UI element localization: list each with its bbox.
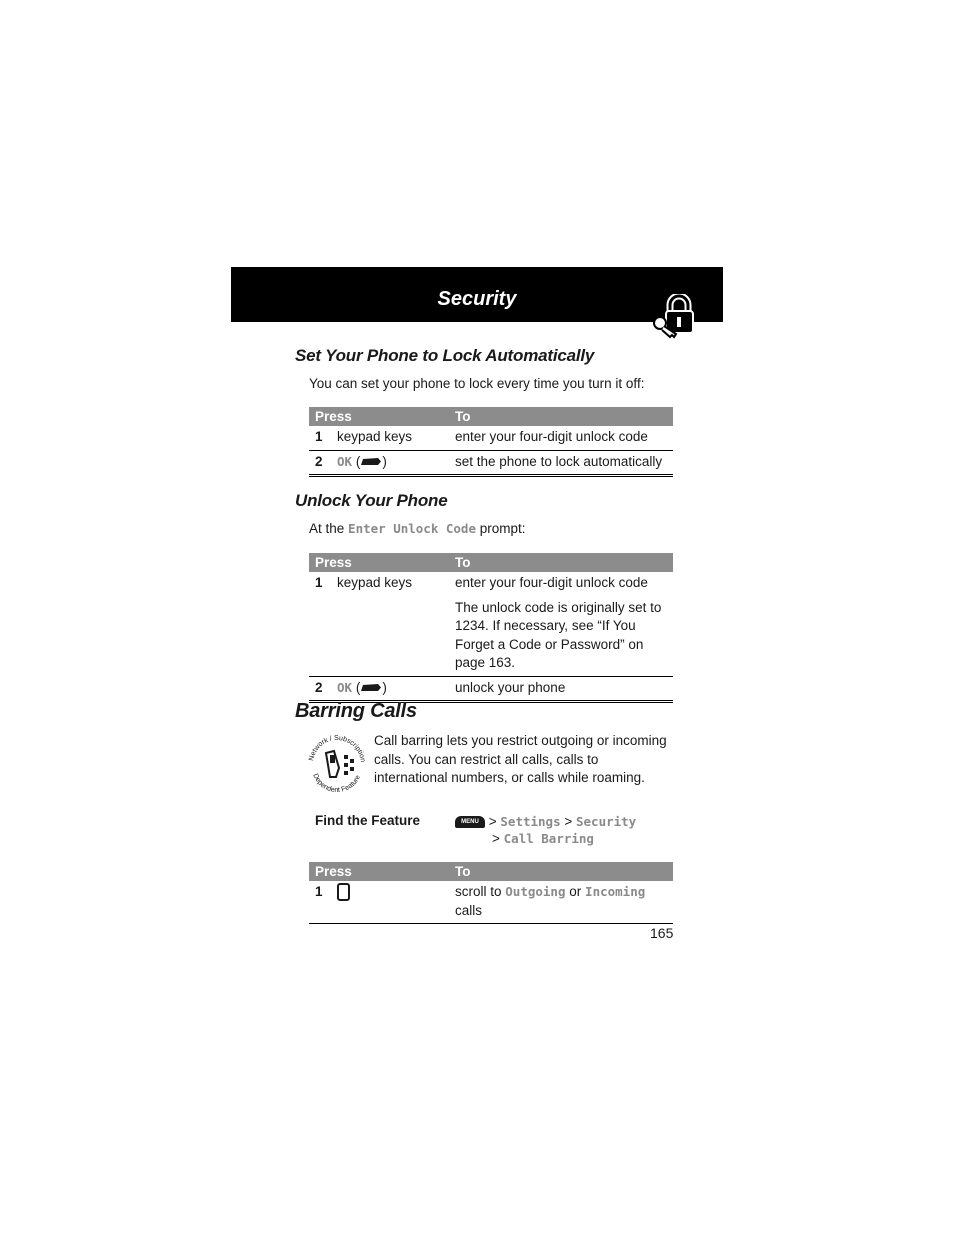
find-feature-label: Find the Feature bbox=[315, 813, 421, 828]
action-text: or bbox=[569, 884, 582, 899]
menu-option: Outgoing bbox=[505, 884, 566, 899]
padlock-key-icon bbox=[652, 294, 698, 340]
menu-key-icon: MENU bbox=[455, 816, 485, 828]
section-intro: Call barring lets you restrict outgoing or incoming calls. You can restrict all calls, calls to international numbers, or calls while roaming. bbox=[374, 733, 667, 785]
page-number: 165 bbox=[650, 925, 674, 941]
step-press: OK ( ) bbox=[337, 450, 455, 476]
step-number: 2 bbox=[309, 676, 337, 702]
action-text: scroll to bbox=[455, 884, 502, 899]
menu-option: Incoming bbox=[585, 884, 646, 899]
badge-top-text: Network / Subscription bbox=[308, 734, 366, 763]
column-header-to: To bbox=[455, 407, 673, 426]
step-action: set the phone to lock automatically bbox=[455, 450, 673, 476]
column-header-press: Press bbox=[309, 407, 455, 426]
chapter-title: Security bbox=[437, 288, 517, 310]
step-number: 2 bbox=[309, 450, 337, 476]
step-number: 1 bbox=[309, 426, 337, 450]
right-soft-key-icon bbox=[360, 683, 382, 692]
right-soft-key-icon bbox=[360, 457, 382, 466]
badge-bottom-text: Dependent Feature bbox=[311, 772, 362, 795]
menu-path-item: Settings bbox=[500, 814, 561, 829]
intro-text: prompt: bbox=[479, 521, 526, 536]
table-row bbox=[309, 881, 673, 924]
table-row bbox=[309, 676, 673, 702]
menu-path: MENU > Settings > Security > Call Barring bbox=[455, 813, 636, 847]
step-action: unlock your phone bbox=[455, 676, 673, 702]
prompt-code: Enter Unlock Code bbox=[348, 521, 476, 536]
step-action bbox=[455, 572, 673, 676]
column-header-to: To bbox=[455, 862, 673, 881]
chapter-header bbox=[231, 267, 723, 322]
section-title-unlock-phone: Unlock Your Phone bbox=[295, 491, 448, 510]
step-press: keypad keys bbox=[337, 426, 455, 450]
step-number: 1 bbox=[309, 572, 337, 676]
table-row bbox=[309, 572, 673, 676]
section-title-lock-automatically: Set Your Phone to Lock Automatically bbox=[295, 346, 595, 365]
soft-key-label: OK bbox=[337, 679, 353, 695]
soft-key-label: OK bbox=[337, 453, 353, 469]
steps-table bbox=[309, 407, 673, 477]
column-header-press: Press bbox=[309, 553, 455, 572]
table-row bbox=[309, 426, 673, 450]
step-press: keypad keys bbox=[337, 572, 455, 676]
step-action bbox=[455, 881, 673, 924]
column-header-press: Press bbox=[309, 862, 455, 881]
column-header-to: To bbox=[455, 553, 673, 572]
intro-text: At the bbox=[309, 521, 345, 536]
steps-table bbox=[309, 862, 673, 924]
menu-path-item: Security bbox=[576, 814, 637, 829]
steps-table bbox=[309, 553, 673, 703]
section-title-barring-calls: Barring Calls bbox=[295, 700, 417, 722]
network-dependent-feature-icon bbox=[306, 733, 368, 795]
step-press bbox=[337, 881, 455, 924]
step-press: OK ( ) bbox=[337, 676, 455, 702]
table-row bbox=[309, 450, 673, 476]
section-intro: You can set your phone to lock every time you turn it off: bbox=[309, 376, 645, 391]
menu-path-item: Call Barring bbox=[503, 831, 594, 846]
scroll-key-icon bbox=[337, 883, 350, 901]
step-action-text: enter your four-digit unlock code bbox=[455, 575, 648, 590]
step-number: 1 bbox=[309, 881, 337, 924]
section-intro bbox=[309, 520, 526, 539]
action-text: calls bbox=[455, 902, 483, 918]
step-action: enter your four-digit unlock code bbox=[455, 426, 673, 450]
step-note: The unlock code is originally set to 1234. If necessary, see “If You Forget a Code or Password” on page 163. bbox=[455, 599, 662, 670]
